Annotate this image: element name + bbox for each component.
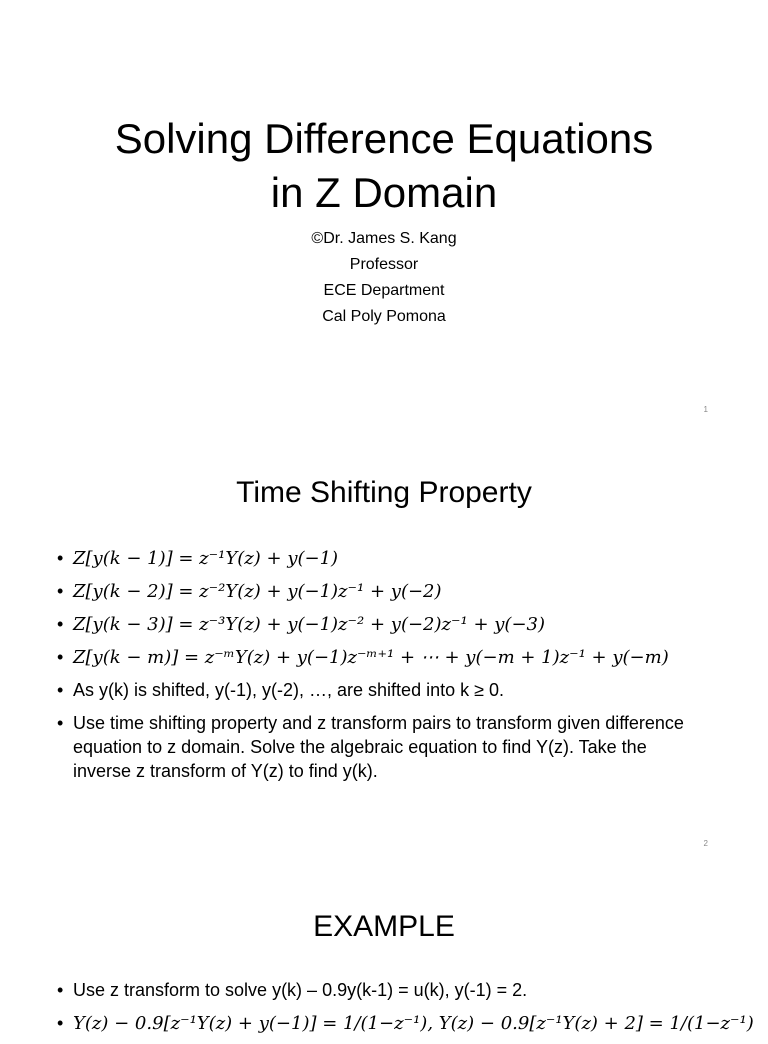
slide-1-title (0, 112, 768, 220)
author-department: ECE Department (323, 282, 445, 299)
bullet-list (55, 546, 705, 792)
slide-1 (0, 0, 768, 433)
page-number: 1 (703, 405, 708, 414)
slide-2-title: Time Shifting Property (236, 476, 532, 509)
list-item: • Use time shifting property and z transform pairs to transform given difference equation to z domain. Solve the algebraic equation to find Y(z). Take the inverse z transform of Y(z) to find y(k). (55, 711, 705, 783)
page-number: 2 (703, 839, 708, 848)
author-name: ©Dr. James S. Kang (311, 230, 457, 247)
slide-3-title: EXAMPLE (313, 910, 455, 943)
list-item: • As y(k) is shifted, y(-1), y(-2), …, are shifted into k ≥ 0. (55, 678, 705, 702)
author-role: Professor (349, 256, 419, 273)
title-line-2: in Z Domain (270, 169, 498, 216)
bullet-list (55, 978, 754, 1044)
slide-3 (0, 866, 768, 1034)
list-item: • Z[y(k − 1)] = z⁻¹Y(z) + y(−1) (55, 546, 705, 571)
list-item: • Z[y(k − m)] = z⁻ᵐY(z) + y(−1)z⁻ᵐ⁺¹ + ⋯ + y(−m + 1)z⁻¹ + y(−m) (55, 645, 705, 670)
title-line-1: Solving Difference Equations (114, 115, 654, 162)
slide-2 (0, 433, 768, 866)
list-item: • Z[y(k − 2)] = z⁻²Y(z) + y(−1)z⁻¹ + y(−2) (55, 579, 705, 604)
author-school: Cal Poly Pomona (322, 308, 446, 325)
list-item: • Use z transform to solve y(k) – 0.9y(k-1) = u(k), y(-1) = 2. (55, 978, 705, 1002)
author-block (0, 226, 768, 330)
list-item: • Z[y(k − 3)] = z⁻³Y(z) + y(−1)z⁻² + y(−2)z⁻¹ + y(−3) (55, 612, 705, 637)
list-item: • Y(z) − 0.9[z⁻¹Y(z) + y(−1)] = 1/(1−z⁻¹), Y(z) − 0.9[z⁻¹Y(z) + 2] = 1/(1−z⁻¹) (55, 1011, 705, 1036)
